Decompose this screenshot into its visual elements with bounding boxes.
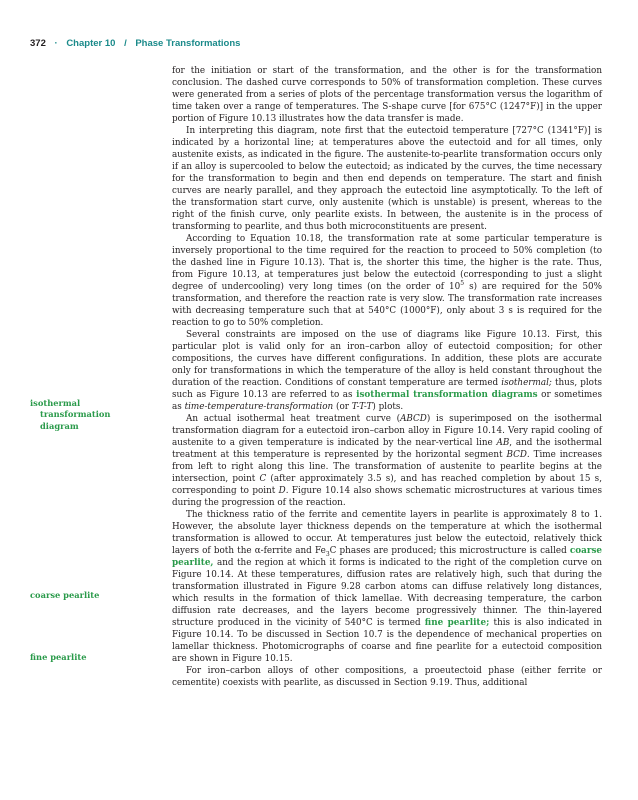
margin-term-isothermal-transformation-diagram (30, 398, 166, 432)
margin-term-line: diagram (40, 420, 79, 431)
paragraph: In interpreting this diagram, note first that the eutectoid temperature [727°C (1341°F)] is indicated by a horizontal line; at temperatures above the eutectoid and for all times, only austenite exists, as indicated in the figure. The austenite-to-pearlite transformation occurs only if an alloy is supercooled to below the eutectoid; as indicated by the curves, the time necessary for the transformation to begin and then end depends on temperature. The start and finish curves are nearly parallel, and they approach the eutectoid line asymptotically. To the left of the transformation start curve, only austenite (which is unstable) is present, whereas to the right of the finish curve, only pearlite exists. In between, the austenite is in the process of transforming to pearlite, and thus both microconstituents are present. (172, 126, 602, 232)
paragraph: The thickness ratio of the ferrite and cementite layers in pearlite is approximately 8 to 1. However, the absolute layer thickness depends on the temperature at which the isothermal transformation is allowed to occur. At temperatures just below the eutectoid, relatively thick layers of both the α-ferrite and $Fe_3C$ phases are produced; this microstructure is called coarse pearlite, and the region at which it forms is indicated to the right of the completion curve on Figure 10.14. At these temperatures, diffusion rates are relatively high, such that during the transformation illustrated in Figure 9.28 carbon atoms can diffuse relatively long distances, which results in the formation of thick lamellae. With decreasing temperature, the carbon diffusion rate decreases, and the layers become progressively thinner. The thin-layered structure produced in the vicinity of 540°C is termed fine pearlite; this is also indicated in Figure 10.14. To be discussed in Section 10.7 is the dependence of mechanical properties on lamellar thickness. Photomicrographs of coarse and fine pearlite for a eutectoid composition are shown in Figure 10.15. (172, 510, 603, 664)
margin-term-coarse-pearlite: coarse pearlite (30, 590, 100, 600)
paragraph: According to Equation 10.18, the transformation rate at some particular temperature is inversely proportional to the time required for the reaction to proceed to 50% completion (to the dashed line in Figure 10.13). That is, the shorter this time, the higher is the rate. Thus, from Figure 10.13, at temperatures just below the eutectoid (corresponding to just a slight degree of undercooling) very long times (on the order of $10^5$ s) are required for the 50% transformation, and therefore the reaction rate is very slow. The transformation rate increases with decreasing temperature such that at 540°C (1000°F), only about 3 s is required for the reaction to go to 50% completion. (172, 234, 602, 328)
margin-term-fine-pearlite: fine pearlite (30, 652, 87, 662)
page-number: 372 (30, 38, 46, 49)
key-term-isothermal-transformation-diagrams: isothermal transformation diagrams (356, 390, 538, 400)
running-head (30, 38, 240, 54)
paragraph: for the initiation or start of the transformation, and the other is for the transformation conclusion. The dashed curve corresponds to 50% of transformation completion. These curves were generated from a series of plots of the percentage transformation versus the logarithm of time taken over a range of temperatures. The S-shape curve [for 675°C (1247°F)] in the upper portion of Figure 10.13 illustrates how the data transfer is made. (172, 66, 602, 124)
margin-term-line: isothermal (30, 398, 81, 408)
key-term-coarse-pearlite: coarse pearlite, (172, 546, 603, 568)
chapter-label: Chapter 10 (66, 38, 116, 49)
body-text (172, 65, 602, 689)
header-separator-slash: / (124, 38, 127, 49)
chapter-title: Phase Transformations (135, 38, 241, 49)
paragraph: Several constraints are imposed on the use of diagrams like Figure 10.13. First, this particular plot is valid only for an iron–carbon alloy of eutectoid composition; for other compositions, the curves have different configurations. In addition, these plots are accurate only for transformations in which the temperature of the alloy is held constant throughout the duration of the reaction. Conditions of constant temperature are termed isothermal; thus, plots such as Figure 10.13 are referred to as isothermal transformation diagrams or sometimes as time-temperature-transformation (or T-T-T) plots. (172, 330, 603, 412)
header-separator-dot: · (54, 38, 58, 49)
paragraph: An actual isothermal heat treatment curve (ABCD) is superimposed on the isothermal transformation diagram for a eutectoid iron–carbon alloy in Figure 10.14. Very rapid cooling of austenite to a given temperature is indicated by the near-vertical line AB, and the isothermal treatment at this temperature is represented by the horizontal segment BCD. Time increases from left to right along this line. The transformation of austenite to pearlite begins at the intersection, point C (after approximately 3.5 s), and has reached completion by about 15 s, corresponding to point D. Figure 10.14 also shows schematic microstructures at various times during the progression of the reaction. (172, 414, 602, 508)
paragraph: For iron–carbon alloys of other compositions, a proeutectoid phase (either ferrite or cementite) coexists with pearlite, as discussed in Section 9.19. Thus, additional (172, 666, 602, 688)
key-term-fine-pearlite: fine pearlite; (424, 618, 490, 628)
margin-term-line: transformation (40, 409, 111, 420)
